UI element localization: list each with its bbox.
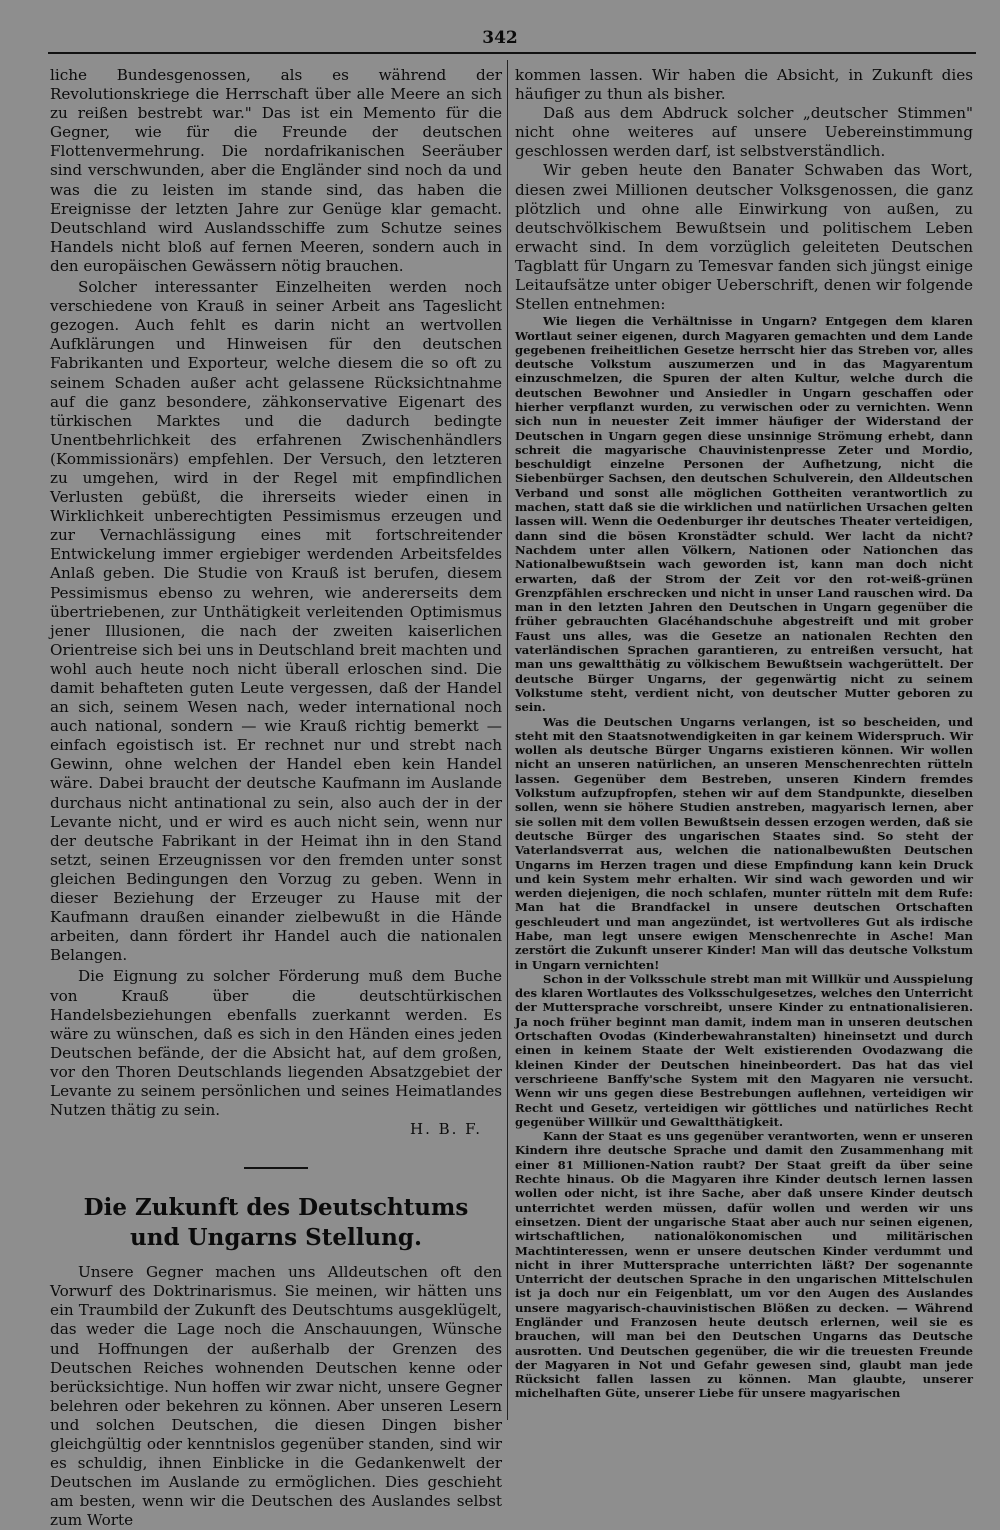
left-paragraph-3: Die Eignung zu solcher Förderung muß dem Buche von Krauß über die deutschtürkischen Handelsbeziehungen ebenfalls zuerkannt werden. Es wäre zu wünschen, daß es sich in den Händen eines jeden Deutschen befände, der die Absicht hat, auf dem großen, vor den Thoren Deutschlands liegenden Absatzgebiet der Levante zu seinem persönlichen und seines Heimatlandes Nutzen thätig zu sein. (50, 967, 502, 1120)
article-signature: H. B. F. (409, 1120, 482, 1139)
right-column (515, 66, 973, 1426)
column-divider (507, 60, 508, 1420)
article-paragraph-1: Unsere Gegner machen uns Alldeutschen oft den Vorwurf des Doktrinarismus. Sie meinen, wir hätten uns ein Traumbild der Zukunft des Deutschtums ausgeklügelt, das weder die Lage noch die Anschauungen, Wünsche und Hoffnungen der außerhalb der Grenzen des Deutschen Reiches wohnenden Deutschen kenne oder berücksichtige. Nun hoffen wir zwar nicht, unsere Gegner belehren oder bekehren zu können. Aber unseren Lesern und solchen Deutschen, die diesen Dingen bisher gleichgültig oder kenntnislos gegenüber standen, sind wir es schuldig, ihnen Einblicke in die Gedankenwelt der Deutschen im Auslande zu ermöglichen. Dies geschieht am besten, wenn wir die Deutschen des Auslandes selbst zum Worte (50, 1263, 502, 1530)
quoted-paragraph-3: Schon in der Volksschule strebt man mit Willkür und Ausspielung des klaren Wortlautes des Volksschulgesetzes, welches den Unterricht der Muttersprache vorschreibt, unsere Kinder zu entnationalisieren. Ja noch früher beginnt man damit, indem man in unseren deutschen Ortschaften Ovodas (Kinderbewahranstalten) hineinsetzt und durch einen in keinem Staate der Welt existierenden Ovodazwang die kleinen Kinder der Deutschen hineinbeordert. Das hat das viel verschrieene Banffy'sche System mit den Magyaren nie versucht. Wenn wir uns gegen diese Bestrebungen auflehnen, verteidigen wir Recht und Gesetz, verteidigen wir göttliches und natürliches Recht gegenüber Willkür und Gewaltthätigkeit. (515, 971, 973, 1129)
quoted-paragraph-2: Was die Deutschen Ungarns verlangen, ist so bescheiden, und steht mit den Staatsnotwendigkeiten in gar keinem Widerspruch. Wir wollen als deutsche Bürger Ungarns existieren können. Wir wollen nicht an unseren natürlichen, an unseren Menschenrechten rütteln lassen. Gegenüber dem Bestreben, unseren Kindern fremdes Volkstum aufzupfropfen, stehen wir auf dem Standpunkte, dieselben sollen, wenn sie höhere Studien anstreben, magyarisch lernen, aber sie sollen mit dem vollen Bewußtsein dessen erzogen werden, daß sie deutsche Bürger des ungarischen Staates sind. So steht der Vaterlandsverrat aus, welchen die nationalbewußten Deutschen Ungarns im Herzen tragen und diese Empfindung kann kein Druck und kein System mehr erhalten. Wir sind wach geworden und wir werden diejenigen, die noch schlafen, munter rütteln mit dem Rufe: Man hat die Brandfackel in unsere deutschen Ortschaften geschleudert und man angezündet, ist wertvolleres Gut als irdische Habe, man legt unsere ewigen Menschenrechte in Asche! Man zerstört die Zukunft unserer Kinder! Man will das deutsche Volkstum in Ungarn vernichten! (515, 714, 973, 972)
right-paragraph-2: Daß aus dem Abdruck solcher „deutscher Stimmen" nicht ohne weiteres auf unsere Uebereinstimmung geschlossen werden darf, ist selbstverständlich. (515, 104, 973, 161)
article-separator (244, 1167, 308, 1169)
left-column (50, 66, 502, 1530)
left-paragraph-2: Solcher interessanter Einzelheiten werden noch verschiedene von Krauß in seiner Arbeit ans Tageslicht gezogen. Auch fehlt es darin nicht an wertvollen Aufklärungen und Hinweisen für den deutschen Fabrikanten und Exporteur, welche diesem die so oft zu seinem Schaden außer acht gelassene Rücksichtnahme auf die ganz besondere, zähkonservative Eigenart des türkischen Marktes und die dadurch bedingte Unentbehrlichkeit des erfahrenen Zwischenhändlers (Kommissionärs) empfehlen. Der Versuch, den letzteren zu umgehen, wird in der Regel mit empfindlichen Verlusten gebüßt, die ihrerseits wieder einen in Wirklichkeit unberechtigten Pessimismus erzeugen und zur Vernachlässigung eines mit fortschreitender Entwickelung immer ergiebiger werdenden Arbeitsfeldes Anlaß geben. Die Studie von Krauß ist berufen, diesem Pessimismus ebenso zu wehren, wie andererseits dem übertriebenen, zur Unthätigkeit verleitenden Optimismus jener Illusionen, die nach der zweiten kaiserlichen Orientreise sich bei uns in Deutschland breit machten und wohl auch heute noch nicht überall erloschen sind. Die damit behafteten guten Leute vergessen, daß der Handel an sich, seinem Wesen nach, weder international noch auch national, sondern — wie Krauß richtig bemerkt — einfach egoistisch ist. Er rechnet nur und strebt nach Gewinn, ohne welchen der Handel eben kein Handel wäre. Dabei braucht der deutsche Kaufmann im Auslande durchaus nicht antinational zu sein, also auch der in der Levante nicht, und er wird es auch nicht sein, wenn nur der deutsche Fabrikant in der Heimat ihn in den Stand setzt, seinen Erzeugnissen vor den fremden unter sonst gleichen Bedingungen den Vorzug zu geben. Wenn in dieser Beziehung der Erzeuger zu Hause mit der Kaufmann draußen einander zielbewußt in die Hände arbeiten, dann fördert ihr Handel auch die nationalen Belangen. (50, 278, 502, 965)
left-paragraph-1: liche Bundesgenossen, als es während der Revolutionskriege die Herrschaft über alle Meere an sich zu reißen bestrebt war." Das ist ein Memento für die Gegner, wie für die Freunde der deutschen Flottenvermehrung. Die nordafrikanischen Seeräuber sind verschwunden, aber die Engländer sind noch da und was die zu leisten im stande sind, das haben die Ereignisse der letzten Jahre zur Genüge klar gemacht. Deutschland wird Auslandsschiffe zum Schutze seines Handels nicht bloß auf fernen Meeren, sondern auch in den europäischen Gewässern nötig brauchen. (50, 66, 502, 275)
article-title: Die Zukunft des Deutschtums und Ungarns Stellung. (83, 1194, 469, 1252)
quoted-paragraph-4: Kann der Staat es uns gegenüber verantworten, wenn er unseren Kindern ihre deutsche Sprache und damit den Zusammenhang mit einer 81 Millionen-Nation raubt? Der Staat greift da über seine Rechte hinaus. Ob die Magyaren ihre Kinder deutsch lernen lassen wollen oder nicht, ist ihre Sache, aber daß unsere Kinder deutsch unterrichtet werden müssen, dafür wollen und werden wir uns einsetzen. Dient der ungarische Staat aber auch nur seinen eigenen, wirtschaftlichen, nationalökonomischen und militärischen Machtinteressen, wenn er unsere deutschen Kinder verdummt und nicht in ihrer Muttersprache unterrichten läßt? Der sogenannte Unterricht der deutschen Sprache in den ungarischen Mittelschulen ist ja doch nur ein Feigenblatt, um vor den Augen des Auslandes unsere magyarisch-chauvinistischen Blößen zu decken. — Während Engländer und Franzosen heute deutsch erlernen, weil sie es brauchen, will man bei den Deutschen Ungarns das Deutsche ausrotten. Und Deutschen gegenüber, die wir die treuesten Freunde der Magyaren in Not und Gefahr gewesen sind, glaubt man jede Rücksicht fallen lassen zu können. Man glaubte, unserer michelhaften Güte, unserer Liebe für unsere magyarischen (515, 1129, 973, 1401)
quoted-paragraph-1: Wie liegen die Verhältnisse in Ungarn? Entgegen dem klaren Wortlaut seiner eigenen, durch Magyaren gemachten und dem Lande gegebenen freiheitlichen Gesetze herrscht hier das Streben vor, alles deutsche Volkstum auszumerzen und in das Magyarentum einzuschmelzen, die Spuren der alten Kultur, welche durch die deutschen Bewohner und Ansiedler in Ungarn geschaffen oder hierher verpflanzt wurden, zu verwischen oder zu vernichten. Wenn sich nun in neuester Zeit immer häufiger der Widerstand der Deutschen in Ungarn gegen diese unsinnige Strömung erhebt, dann schreit die magyarische Chauvinistenpresse Zeter und Mordio, beschuldigt einzelne Personen der Aufhetzung, nicht die Siebenbürger Sachsen, den deutschen Schulverein, den Alldeutschen Verband und sonst alle möglichen Gottheiten verantwortlich zu machen, statt daß sie die wirklichen und natürlichen Ursachen gelten lassen will. Wenn die Oedenburger ihr deutsches Theater verteidigen, dann sind die bösen Kronstädter schuld. Wer lacht da nicht? Nachdem unter allen Völkern, Nationen oder Nationchen das Nationalbewußtsein wach geworden ist, kann man doch nicht erwarten, daß der Strom der Zeit vor den rot-weiß-grünen Grenzpfählen erschrecken und nicht in unser Land rauschen wird. Da man in den letzten Jahren den Deutschen in Ungarn gegenüber die früher gebrauchten Glacéhandschuhe abgestreift und mit grober Faust uns alles, was die Gesetze an nationalen Rechten den vaterländischen Sprachen garantieren, zu entreißen versucht, hat man uns gewaltthätig zu völkischem Bewußtsein wachgerüttelt. Der deutsche Bürger Ungarns, der gegenwärtig nicht zu seinem Volkstume steht, verdient nicht, von deutscher Mutter geboren zu sein. (515, 314, 973, 715)
header-rule (48, 52, 976, 54)
page-number: 342 (482, 28, 518, 48)
right-paragraph-3: Wir geben heute den Banater Schwaben das Wort, diesen zwei Millionen deutscher Volksgenossen, die ganz plötzlich und ohne alle Einwirkung von außen, zu deutschvölkischem Bewußtsein und politischem Leben erwacht sind. In dem vorzüglich geleiteten Deutschen Tagblatt für Ungarn zu Temesvar fanden sich jüngst einige Leitaufsätze unter obiger Ueberschrift, denen wir folgende Stellen entnehmen: (515, 161, 973, 314)
right-paragraph-1: kommen lassen. Wir haben die Absicht, in Zukunft dies häufiger zu thun als bisher. (515, 66, 973, 104)
